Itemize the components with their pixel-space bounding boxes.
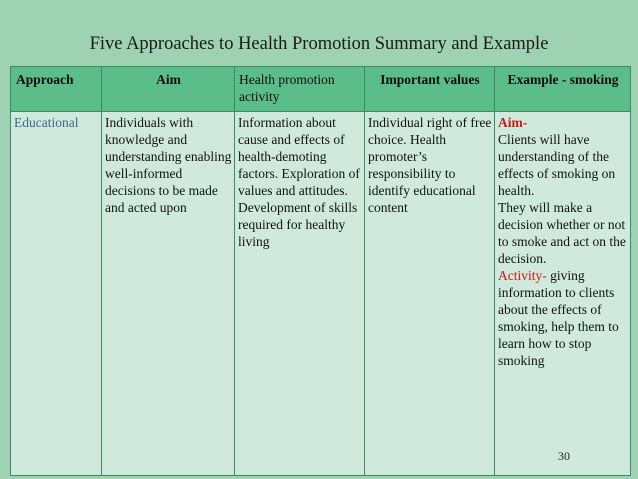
slide-title: Five Approaches to Health Promotion Summary and Example	[89, 34, 549, 54]
example-activity-label: Activity-	[498, 268, 547, 283]
header-aim: Aim	[102, 67, 235, 112]
cell-approach: Educational	[11, 112, 102, 476]
cell-activity: Information about cause and effects of health-demoting factors. Exploration of values and attitudes. Development of skills required for healthy living	[235, 112, 365, 476]
cell-values: Individual right of free choice. Health promoter’s responsibility to identify educational content	[365, 112, 495, 476]
example-activity-text: giving information to clients about the effects of smoking, help them to learn how to stop smoking	[498, 268, 619, 368]
example-aim-label: Aim-	[498, 115, 528, 130]
table-header-row	[11, 67, 631, 112]
approaches-table	[10, 66, 631, 476]
header-values: Important values	[365, 67, 495, 112]
header-example: Example - smoking	[495, 67, 631, 112]
header-activity: Health promotion activity	[235, 67, 365, 112]
page-number: 30	[558, 449, 570, 463]
cell-aim: Individuals with knowledge and understanding enabling well-informed decisions to be made and acted upon	[102, 112, 235, 476]
table-row	[11, 112, 631, 476]
example-aim-text: Clients will have understanding of the effects of smoking on health.	[498, 132, 616, 198]
header-approach: Approach	[11, 67, 102, 112]
example-decision-text: They will make a decision whether or not to smoke and act on the decision.	[498, 200, 626, 266]
cell-example	[495, 112, 631, 476]
